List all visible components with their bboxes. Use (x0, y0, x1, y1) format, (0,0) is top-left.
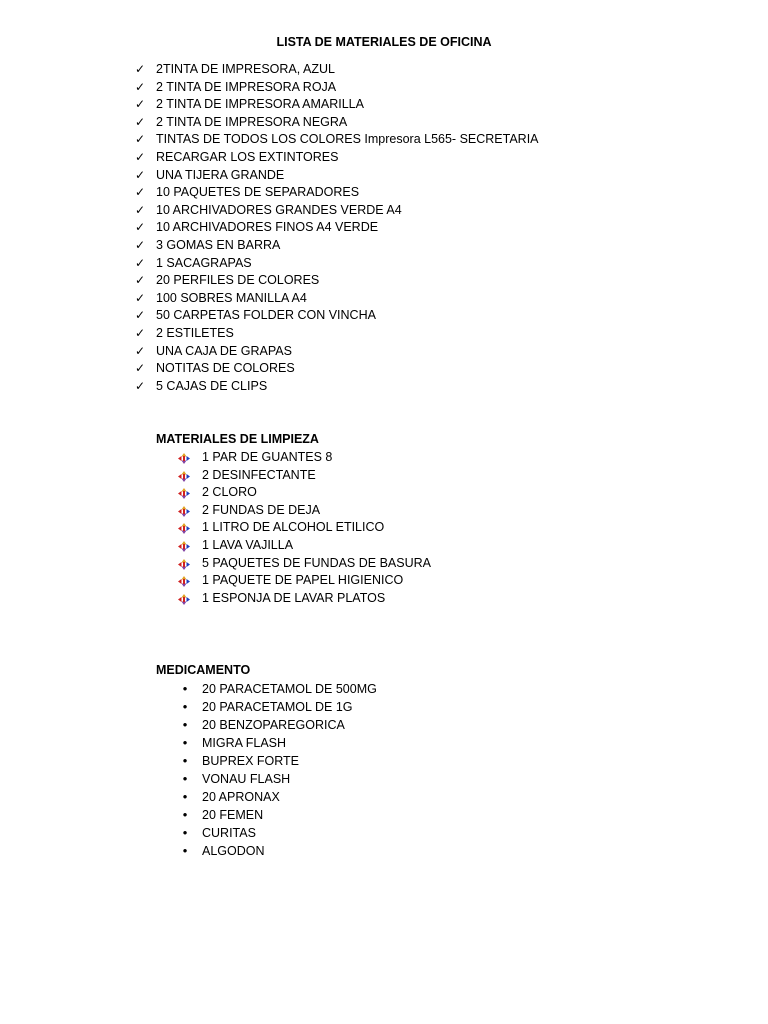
four-arrow-bullet-icon (178, 506, 190, 517)
office-list-item-text: NOTITAS DE COLORES (156, 361, 295, 376)
medicine-list-item-text: BUPREX FORTE (202, 754, 300, 768)
office-list-item (133, 219, 539, 237)
medicine-list-item-text: 20 FEMEN (202, 808, 264, 822)
checkmark-icon: ✓ (134, 202, 146, 217)
medicine-list-item-text: MIGRA FLASH (202, 736, 287, 750)
cleaning-list-item (178, 519, 431, 537)
cleaning-materials-list (178, 449, 431, 607)
cleaning-list-item (178, 449, 431, 467)
medicine-list-item-text: ALGODON (202, 844, 265, 858)
cleaning-list-item-text: 1 LITRO DE ALCOHOL ETILICO (202, 520, 385, 535)
checkmark-icon: ✓ (134, 132, 146, 147)
cleaning-list-item (178, 467, 431, 485)
office-list-item-text: UNA CAJA DE GRAPAS (156, 343, 292, 358)
office-list-item (133, 237, 539, 255)
office-list-item-text: 2 ESTILETES (156, 325, 234, 340)
cleaning-list-item (178, 502, 431, 520)
office-list-item-text: 2 TINTA DE IMPRESORA NEGRA (156, 114, 348, 129)
office-list-item-text: 10 ARCHIVADORES FINOS A4 VERDE (156, 220, 379, 235)
bullet-dot-icon: • (182, 699, 188, 714)
bullet-dot-icon: • (182, 843, 188, 858)
cleaning-list-item-text: 1 ESPONJA DE LAVAR PLATOS (202, 590, 386, 605)
medicine-list-item (178, 788, 377, 806)
four-arrow-bullet-icon (178, 471, 190, 482)
bullet-dot-icon: • (182, 717, 188, 732)
office-list-item (133, 325, 539, 343)
four-arrow-bullet-icon (178, 523, 190, 534)
checkmark-icon: ✓ (134, 255, 146, 270)
four-arrow-bullet-icon (178, 576, 190, 587)
bullet-dot-icon: • (182, 771, 188, 786)
medicine-list-item-text: 20 APRONAX (202, 790, 280, 804)
medicine-list-item (178, 824, 377, 842)
cleaning-list-item (178, 484, 431, 502)
four-arrow-bullet-icon (178, 559, 190, 570)
cleaning-list-item (178, 537, 431, 555)
office-list-item (133, 202, 539, 220)
cleaning-list-item-text: 1 LAVA VAJILLA (202, 537, 294, 552)
medicine-list-item (178, 752, 377, 770)
office-list-item-text: 1 SACAGRAPAS (156, 255, 252, 270)
office-list-item-text: 20 PERFILES DE COLORES (156, 273, 320, 288)
office-list-item-text: UNA TIJERA GRANDE (156, 167, 285, 182)
cleaning-list-item-text: 1 PAQUETE DE PAPEL HIGIENICO (202, 573, 404, 588)
office-list-item-text: 2 TINTA DE IMPRESORA AMARILLA (156, 97, 364, 112)
office-list-item (133, 61, 539, 79)
cleaning-list-item (178, 572, 431, 590)
cleaning-list-item (178, 590, 431, 608)
cleaning-list-item-text: 5 PAQUETES DE FUNDAS DE BASURA (202, 555, 431, 570)
office-list-item (133, 255, 539, 273)
office-list-item (133, 149, 539, 167)
office-list-item-text: 3 GOMAS EN BARRA (156, 237, 281, 252)
office-list-item-text: RECARGAR LOS EXTINTORES (156, 149, 339, 164)
cleaning-list-item-text: 2 FUNDAS DE DEJA (202, 502, 321, 517)
office-list-item-text: 10 ARCHIVADORES GRANDES VERDE A4 (156, 202, 402, 217)
checkmark-icon: ✓ (134, 378, 146, 393)
checkmark-icon: ✓ (134, 167, 146, 182)
page-title: LISTA DE MATERIALES DE OFICINA (276, 35, 492, 49)
checkmark-icon: ✓ (134, 343, 146, 358)
checkmark-icon: ✓ (134, 290, 146, 305)
bullet-dot-icon: • (182, 807, 188, 822)
office-list-item (133, 167, 539, 185)
cleaning-list-item-text: 2 CLORO (202, 485, 257, 500)
medicine-list-item-text: 20 BENZOPAREGORICA (202, 718, 345, 732)
checkmark-icon: ✓ (134, 325, 146, 340)
checkmark-icon: ✓ (134, 114, 146, 129)
office-list-item (133, 114, 539, 132)
office-list-item (133, 307, 539, 325)
medicine-list-item (178, 770, 377, 788)
bullet-dot-icon: • (182, 681, 188, 696)
bullet-dot-icon: • (182, 753, 188, 768)
cleaning-list-item-text: 1 PAR DE GUANTES 8 (202, 450, 333, 464)
office-list-item (133, 343, 539, 361)
medicine-list-item-text: 20 PARACETAMOL DE 1G (202, 700, 353, 714)
office-list-item-text: 10 PAQUETES DE SEPARADORES (156, 185, 360, 200)
office-list-item-text: 50 CARPETAS FOLDER CON VINCHA (156, 308, 376, 323)
medicine-list-item (178, 842, 377, 860)
four-arrow-bullet-icon (178, 594, 190, 605)
office-list-item (133, 378, 539, 396)
checkmark-icon: ✓ (134, 185, 146, 200)
medicine-heading: MEDICAMENTO (156, 663, 251, 677)
office-list-item-text: 2 TINTA DE IMPRESORA ROJA (156, 79, 337, 94)
medicine-list-item-text: 20 PARACETAMOL DE 500MG (202, 682, 377, 696)
checkmark-icon: ✓ (134, 237, 146, 252)
bullet-dot-icon: • (182, 735, 188, 750)
office-list-item-text: TINTAS DE TODOS LOS COLORES Impresora L565- SECRETARIA (156, 132, 539, 147)
medicine-list-item-text: VONAU FLASH (202, 772, 291, 786)
checkmark-icon: ✓ (134, 361, 146, 376)
office-materials-list (133, 61, 539, 395)
office-list-item (133, 96, 539, 114)
four-arrow-bullet-icon (178, 453, 190, 464)
office-list-item (133, 290, 539, 308)
office-list-item (133, 360, 539, 378)
checkmark-icon: ✓ (134, 79, 146, 94)
medicine-list-item (178, 806, 377, 824)
checkmark-icon: ✓ (134, 308, 146, 323)
medicine-list-item-text: CURITAS (202, 826, 256, 840)
bullet-dot-icon: • (182, 825, 188, 840)
medicine-list (178, 680, 377, 860)
checkmark-icon: ✓ (134, 149, 146, 164)
medicine-list-item (178, 698, 377, 716)
medicine-list-item (178, 716, 377, 734)
medicine-list-item (178, 734, 377, 752)
checkmark-icon: ✓ (134, 273, 146, 288)
cleaning-list-item-text: 2 DESINFECTANTE (202, 467, 316, 482)
office-list-item (133, 272, 539, 290)
office-list-item (133, 79, 539, 97)
office-list-item (133, 131, 539, 149)
four-arrow-bullet-icon (178, 541, 190, 552)
bullet-dot-icon: • (182, 789, 188, 804)
office-list-item-text: 100 SOBRES MANILLA A4 (156, 290, 307, 305)
checkmark-icon: ✓ (134, 62, 146, 76)
cleaning-heading: MATERIALES DE LIMPIEZA (156, 432, 319, 446)
office-list-item-text: 5 CAJAS DE CLIPS (156, 378, 268, 393)
cleaning-list-item (178, 555, 431, 573)
medicine-list-item (178, 680, 377, 698)
checkmark-icon: ✓ (134, 220, 146, 235)
four-arrow-bullet-icon (178, 488, 190, 499)
checkmark-icon: ✓ (134, 97, 146, 112)
office-list-item-text: 2TINTA DE IMPRESORA, AZUL (156, 62, 335, 76)
office-list-item (133, 184, 539, 202)
